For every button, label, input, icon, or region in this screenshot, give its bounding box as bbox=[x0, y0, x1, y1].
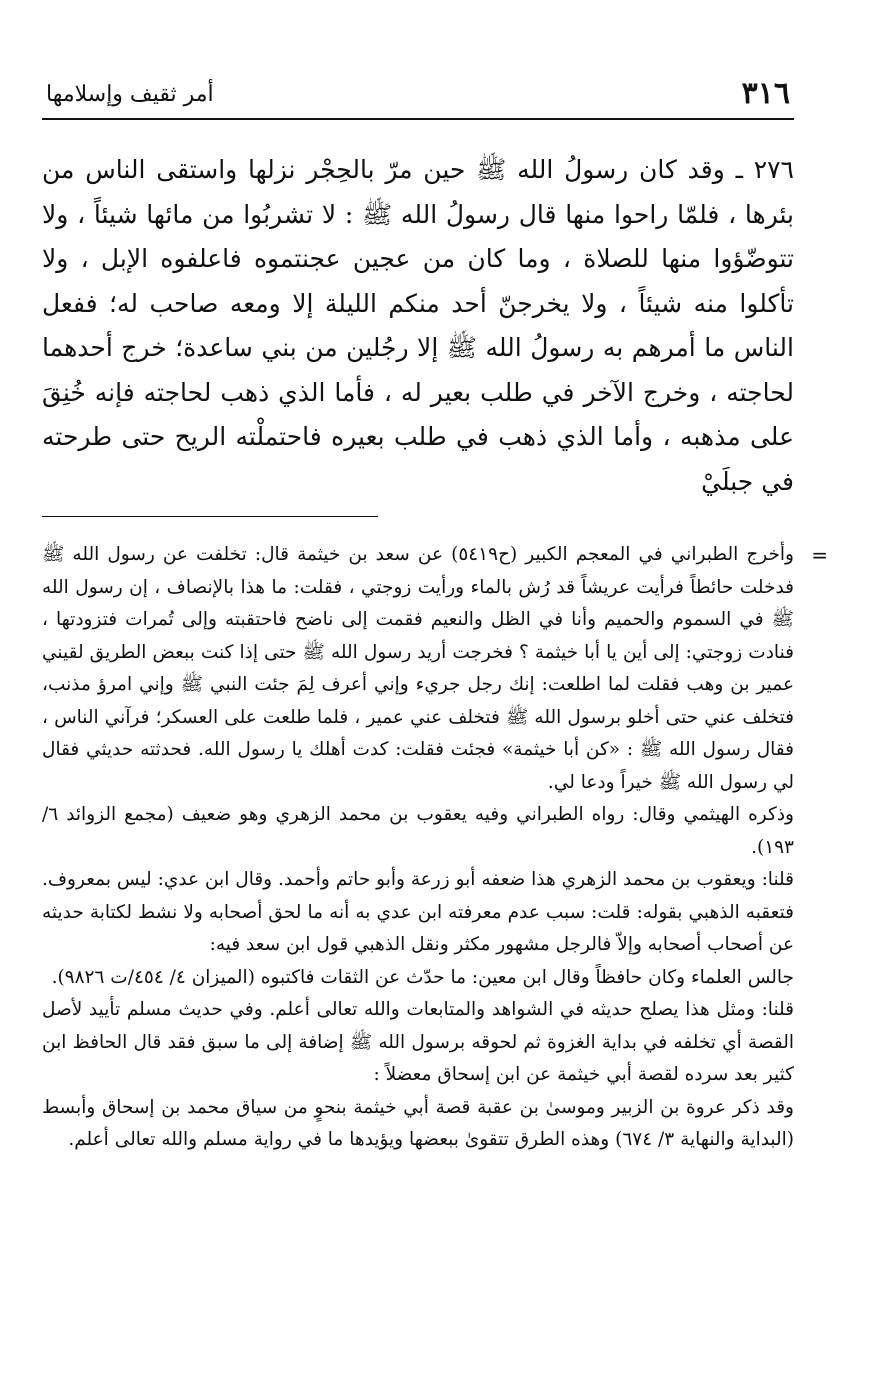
footnote-paragraph: وذكره الهيثمي وقال: رواه الطبراني وفيه يعقوب بن محمد الزهري وهو ضعيف (مجمع الزوائد ٦/ ١٩٣). bbox=[42, 804, 794, 858]
book-page bbox=[42, 70, 828, 1370]
footnote-paragraph: جالس العلماء وكان حافظاً وقال ابن معين: ما حدّث عن الثقات فاكتبوه (الميزان ٤/ ٤٥٤/ت ٩٨٢٦). bbox=[51, 966, 794, 988]
footnotes bbox=[42, 539, 828, 1157]
running-title: أمر ثقيف وإسلامها bbox=[46, 82, 214, 107]
page-number: ٣١٦ bbox=[741, 76, 790, 111]
footnote-paragraph: قلنا: ومثل هذا يصلح حديثه في الشواهد والمتابعات والله تعالى أعلم. وفي حديث مسلم تأييد لأصل القصة أي تخلفه في بداية الغزوة ثم لحوقه برسول الله ﷺ إضافة إلى ما سبق فقد قال الحافظ ابن كثير بعد سرده لقصة أبي خيثمة عن ابن إسحاق معضلاً : bbox=[42, 999, 794, 1085]
footnote-paragraph: وأخرج الطبراني في المعجم الكبير (ح٥٤١٩) عن سعد بن خيثمة قال: تخلفت عن رسول الله ﷺ فدخلت حائطاً فرأيت عريشاً قد رُش بالماء ورأيت زوجتي ، فقلت: ما هذا بالإنصاف ، إن رسول الله ﷺ في السموم والحميم وأنا في الظل والنعيم فقمت إلى ناضح فاحتقبته وإلى تُمرات فتزودتها ، فنادت زوجتي: إلى أين يا أبا خيثمة ؟ فخرجت أريد رسول الله ﷺ حتى إذا كنت ببعض الطريق لقيني عمير بن وهب فقلت لما اطلعت: إنك رجل جريء وإني أعرف لِمَ جئت النبي ﷺ وإني امرؤ مذنب، فتخلف عني حتى أخلو برسول الله ﷺ فتخلف عني عمير ، فلما طلعت على العسكر؛ فرآني الناس ، فقال رسول الله ﷺ : «كن أبا خيثمة» فجئت فقلت: كدت أهلك يا رسول الله. فحدثته حديثي فقال لي رسول الله ﷺ خيراً ودعا لي. bbox=[42, 544, 794, 793]
footnote-paragraph: وقد ذكر عروة بن الزبير وموسىٰ بن عقبة قصة أبي خيثمة بنحوٍ من سياق محمد بن إسحاق وأبسط (البداية والنهاية ٣/ ٦٧٤) وهذه الطرق تتقوىٰ ببعضها ويؤيدها ما في رواية مسلم والله تعالى أعلم. bbox=[42, 1096, 794, 1150]
footnote-paragraph: قلنا: ويعقوب بن محمد الزهري هذا ضعفه أبو زرعة وأبو حاتم وأحمد. وقال ابن عدي: ليس بمعروف. فتعقبه الذهبي بقوله: قلت: سبب عدم معرفته ابن عدي به أنه ما لحق أصحابه ولا نشط لكتابة حديثه عن أصحاب أصحابه وإلاّ فالرجل مشهور مكثر ونقل الذهبي قول ابن سعد فيه: bbox=[42, 869, 794, 955]
hadith-paragraph: ٢٧٦ ـ وقد كان رسولُ الله ﷺ حين مرّ بالحِجْر نزلها واستقى الناس من بئرها ، فلمّا راحوا منها قال رسولُ الله ﷺ : لا تشربُوا من مائها شيئاً ، ولا تتوضّؤوا منها للصلاة ، وما كان من عجين عجنتموه فاعلفوه الإبل ، ولا تأكلوا منه شيئاً ، ولا يخرجنّ أحد منكم الليلة إلا ومعه صاحب له؛ ففعل الناس ما أمرهم به رسولُ الله ﷺ إلا رجُلين من بني ساعدة؛ خرج أحدهما لحاجته ، وخرج الآخر في طلب بعير له ، فأما الذي ذهب لحاجته فإنه خُنِقَ على مذهبه ، وأما الذي ذهب في طلب بعيره فاحتملْته الريح حتى طرحته في جبلَيْ bbox=[42, 155, 794, 496]
main-text bbox=[42, 148, 794, 504]
footnote-continuation-mark: = bbox=[811, 543, 828, 567]
page-header bbox=[42, 70, 794, 120]
footnote-separator bbox=[42, 516, 378, 517]
